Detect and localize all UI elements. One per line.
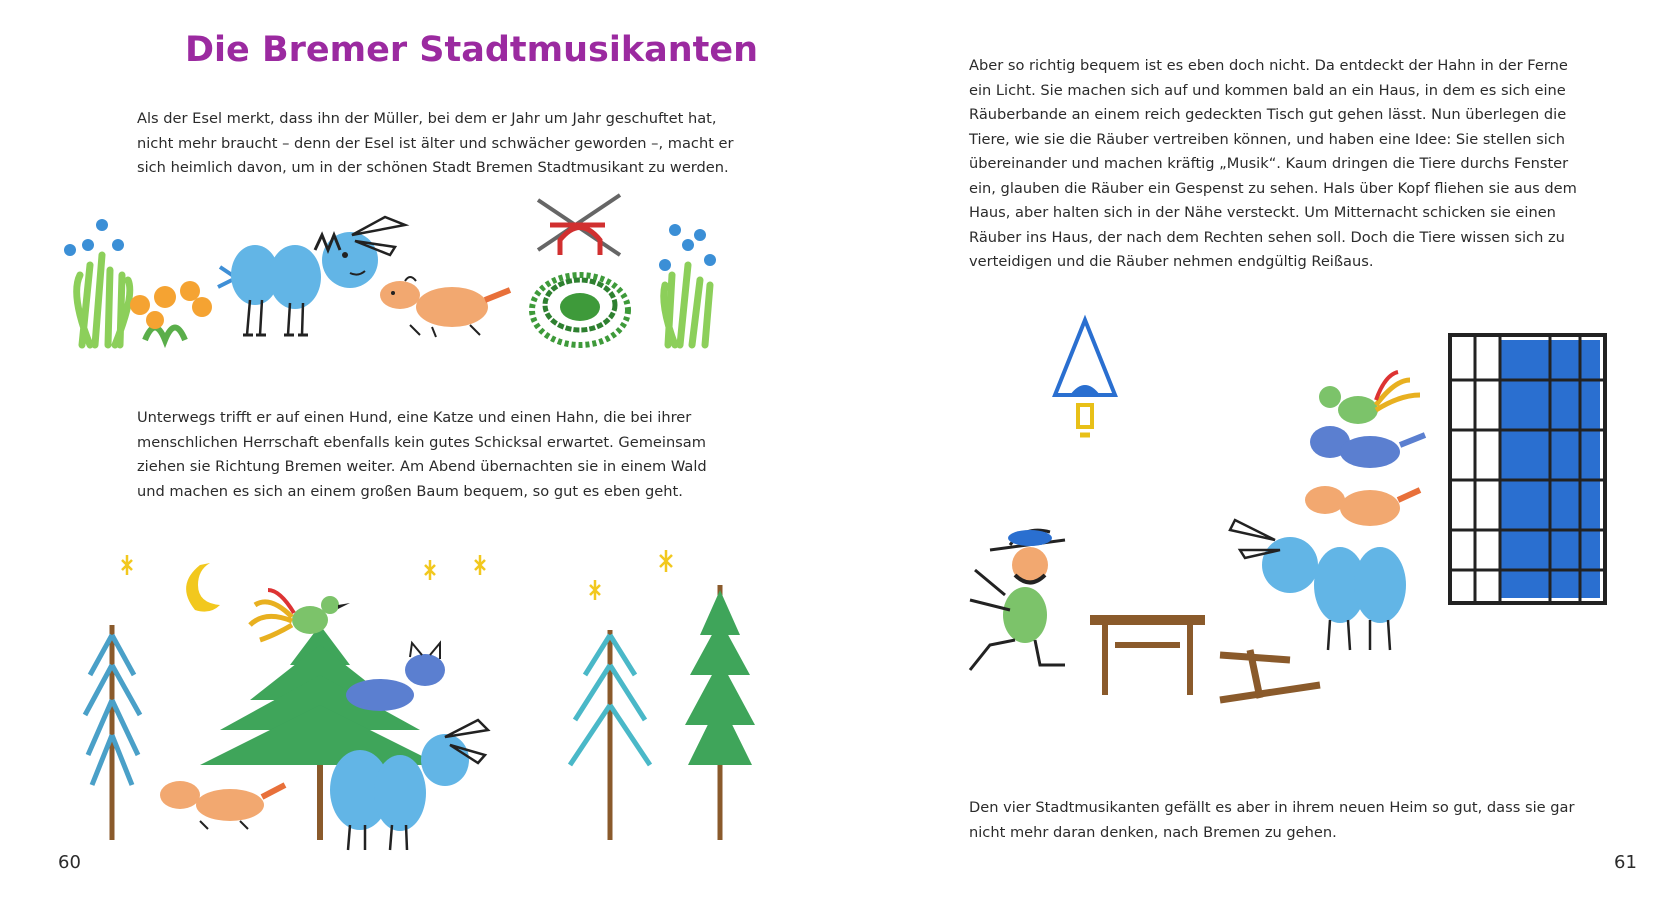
paragraph-unterwegs: Unterwegs trifft er auf einen Hund, eine Katze und einen Hahn, die bei ihrer menschlichen Herrschaft ebenfalls kein gutes Schicksal erwartet. Gemeinsam ziehen sie Richtung Bremen weiter. Am Abend übernachten sie in einem Wald und machen es sich an einem großen Baum bequem, so gut es eben geht. (137, 409, 707, 500)
page-number-right: 61 (1614, 852, 1637, 873)
right-page (840, 0, 1679, 897)
lamp-icon (1055, 320, 1115, 435)
paragraph-esel: Als der Esel merkt, dass ihn der Müller, bei dem er Jahr um Jahr geschuftet hat, nicht mehr braucht – denn der Esel ist älter und schwächer geworden –, macht er sich heimlich davon, um in der schönen Stadt Bremen Stadtmusikant zu werden. (137, 110, 734, 176)
cat (346, 643, 445, 711)
bush (532, 275, 628, 345)
robber-running (970, 530, 1065, 670)
tree-left (85, 625, 140, 840)
illustration-robber-house (930, 320, 1630, 770)
page-title: Die Bremer Stadtmusikanten (185, 30, 759, 70)
dog-night (160, 781, 285, 829)
illustration-night-forest (80, 525, 780, 850)
broken-chair (1220, 650, 1320, 700)
paragraph-nacht: Aber so richtig bequem ist es eben doch nicht. Da entdeckt der Hahn in der Ferne ein Licht. Sie machen sich auf und kommen bald an ein Haus, in dem es sich eine Räuberbande an einem reich gedeckten Tisch gut gehen lässt. Nun überlegen die Tiere, wie sie die Räuber vertreiben können, und haben eine Idee: Sie stellen sich übereinander und machen kräftig „Musik“. Kaum dringen die Tiere durchs Fenster ein, glauben die Räuber ein Gespenst zu sehen. Hals über Kopf fliehen sie aus dem Haus, aber halten sich in der Nähe versteckt. Um Mitternacht schicken sie einen Räuber ins Haus, der nach dem Rechten sehen soll. Doch die Tiere wissen sich zu verteidigen und die Räuber nehmen endgültig Reißaus. (969, 57, 1577, 270)
animal-tower (1230, 372, 1425, 650)
window (1450, 335, 1605, 603)
rooster (250, 590, 350, 640)
flowers-right (659, 224, 716, 345)
windmill (538, 195, 620, 255)
page-number-left: 60 (58, 852, 81, 873)
paragraph-heim: Den vier Stadtmusikanten gefällt es aber in ihrem neuen Heim so gut, dass sie gar nicht mehr daran denken, nach Bremen zu gehen. (969, 799, 1575, 841)
tree-right (685, 585, 755, 840)
table (1090, 620, 1205, 695)
stars (122, 550, 672, 600)
illustration-donkey-dog-windmill (60, 195, 790, 380)
donkey (218, 217, 405, 335)
flowers-left (64, 219, 212, 345)
tree-middle (570, 630, 650, 840)
dog (380, 277, 510, 337)
moon-icon (186, 563, 220, 612)
